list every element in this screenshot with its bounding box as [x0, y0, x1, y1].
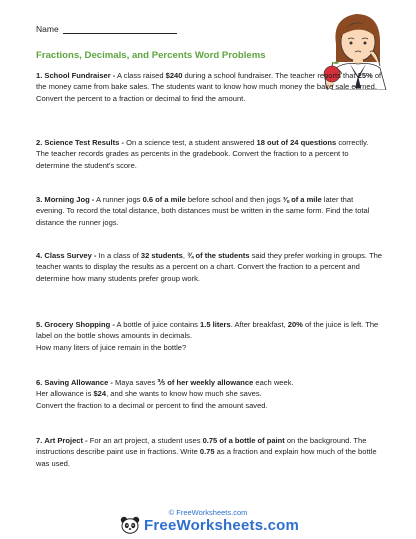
- problem-number: 1.: [36, 71, 43, 80]
- problem-6: [36, 377, 382, 411]
- problem-heading: Grocery Shopping -: [44, 320, 115, 329]
- problem-number: 2.: [36, 138, 43, 147]
- problem-2: [36, 137, 382, 171]
- problem-text: A runner jogs 0.6 of a mile before school and then jogs ⅜ of a mile later that evening. To record the total distance, both distances must be written in the same form. Find the total distance the runner jogs.: [36, 195, 370, 227]
- brand-name: FreeWorksheets.com: [144, 516, 300, 534]
- worksheet-title: Fractions, Decimals, and Percents Word Problems: [36, 50, 266, 61]
- problem-heading: School Fundraiser -: [44, 71, 116, 80]
- problem-heading: Saving Allowance -: [44, 378, 113, 387]
- problem-text: For an art project, a student uses 0.75 of a bottle of paint on the background. The instructions describe paint use in fractions. Write 0.75 as a fraction and explain how much of the bottle was used.: [36, 436, 377, 468]
- problem-text: On a science test, a student answered 18 out of 24 questions correctly. The teacher records grades as percents in the gradebook. Convert the fraction to a percent to determine the student's score.: [36, 138, 369, 170]
- problem-3: [36, 194, 382, 228]
- problem-7: [36, 435, 382, 469]
- problem-4: [36, 250, 382, 284]
- name-label: Name: [36, 24, 59, 34]
- problem-number: 5.: [36, 320, 43, 329]
- problem-number: 4.: [36, 251, 43, 260]
- problem-heading: Class Survey -: [44, 251, 97, 260]
- problem-1: [36, 70, 382, 104]
- footer-copyright-link[interactable]: © FreeWorksheets.com: [168, 508, 248, 517]
- problem-text: In a class of 32 students, ¾ of the students said they prefer working in groups. The teacher wants to display the results as a percent on a chart. Convert the fraction to a percent and determine how many students prefer group work.: [36, 251, 382, 283]
- problem-number: 3.: [36, 195, 43, 204]
- footer-brand[interactable]: [120, 516, 299, 534]
- problem-text: Maya saves ⅗ of her weekly allowance each week. Her allowance is $24, and she wants to know how much she saves. Convert the fraction to a decimal or percent to find the amount saved.: [36, 378, 294, 410]
- problem-heading: Science Test Results -: [44, 138, 124, 147]
- problem-text: A class raised $240 during a school fundraiser. The teacher reports that 25% of the money came from bake sales. The students want to know how much money the bake sale earned. Convert the percent to a fraction or decimal to find the amount.: [36, 71, 382, 103]
- problem-number: 6.: [36, 378, 43, 387]
- panda-icon: [120, 516, 140, 534]
- problem-heading: Art Project -: [44, 436, 88, 445]
- problem-number: 7.: [36, 436, 43, 445]
- problem-text: A bottle of juice contains 1.5 liters. After breakfast, 20% of the juice is left. The label on the bottle shows amounts in decimals. How many liters of juice remain in the bottle?: [36, 320, 379, 352]
- problem-5: [36, 319, 382, 353]
- name-line: [63, 24, 177, 34]
- problem-heading: Morning Jog -: [44, 195, 95, 204]
- name-field: [36, 24, 177, 34]
